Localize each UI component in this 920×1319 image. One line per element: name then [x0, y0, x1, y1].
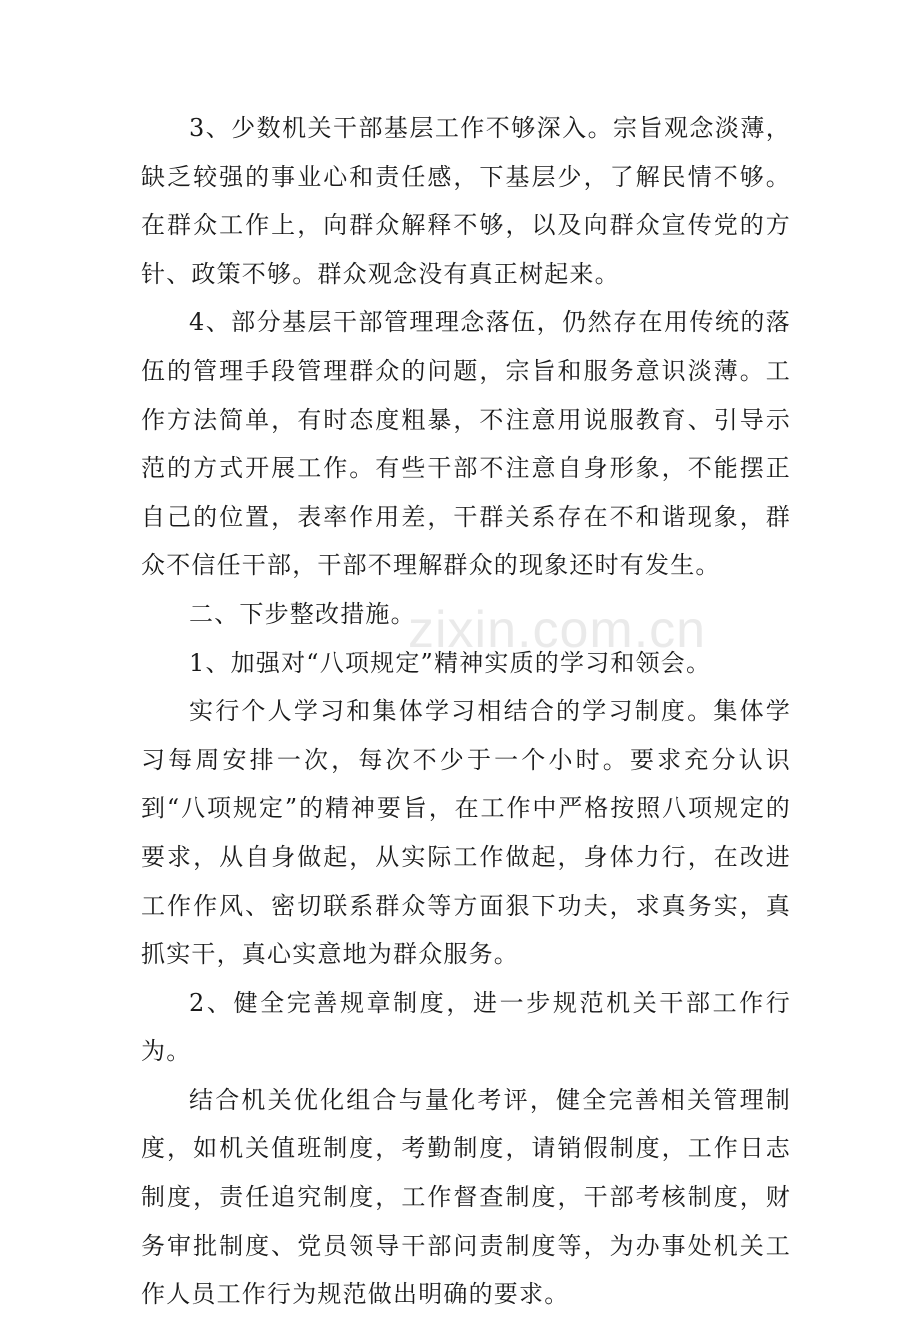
- measure-heading-1: 1、加强对“八项规定”精神实质的学习和领会。: [189, 648, 712, 677]
- document-body: [141, 104, 791, 1319]
- section-heading-measures: 二、下步整改措施。: [189, 599, 416, 628]
- paragraph-measure-2: 结合机关优化组合与量化考评，健全完善相关管理制度，如机关值班制度，考勤制度，请销假制度，工作日志制度，责任追究制度，工作督查制度，干部考核制度，财务审批制度、党员领导干部问责制度等，为办事处机关工作人员工作行为规范做出明确的要求。: [141, 1085, 791, 1309]
- watermark: zixin.com.cn: [408, 601, 707, 659]
- measure-heading-2: 2、健全完善规章制度，进一步规范机关干部工作行为。: [141, 988, 791, 1066]
- paragraph-problem-4: 4、部分基层干部管理理念落伍，仍然存在用传统的落伍的管理手段管理群众的问题，宗旨和服务意识淡薄。工作方法简单，有时态度粗暴，不注意用说服教育、引导示范的方式开展工作。有些干部不注意自身形象，不能摆正自己的位置，表率作用差，干群关系存在不和谐现象，群众不信任干部，干部不理解群众的现象还时有发生。: [141, 308, 791, 580]
- paragraph-problem-3: 3、少数机关干部基层工作不够深入。宗旨观念淡薄，缺乏较强的事业心和责任感，下基层少，了解民情不够。在群众工作上，向群众解释不够，以及向群众宣传党的方针、政策不够。群众观念没有真正树起来。: [141, 114, 791, 288]
- paragraph-measure-1: 实行个人学习和集体学习相结合的学习制度。集体学习每周安排一次，每次不少于一个小时。要求充分认识到“八项规定”的精神要旨，在工作中严格按照八项规定的要求，从自身做起，从实际工作做起，身体力行，在改进工作作风、密切联系群众等方面狠下功夫，求真务实，真抓实干，真心实意地为群众服务。: [141, 697, 791, 969]
